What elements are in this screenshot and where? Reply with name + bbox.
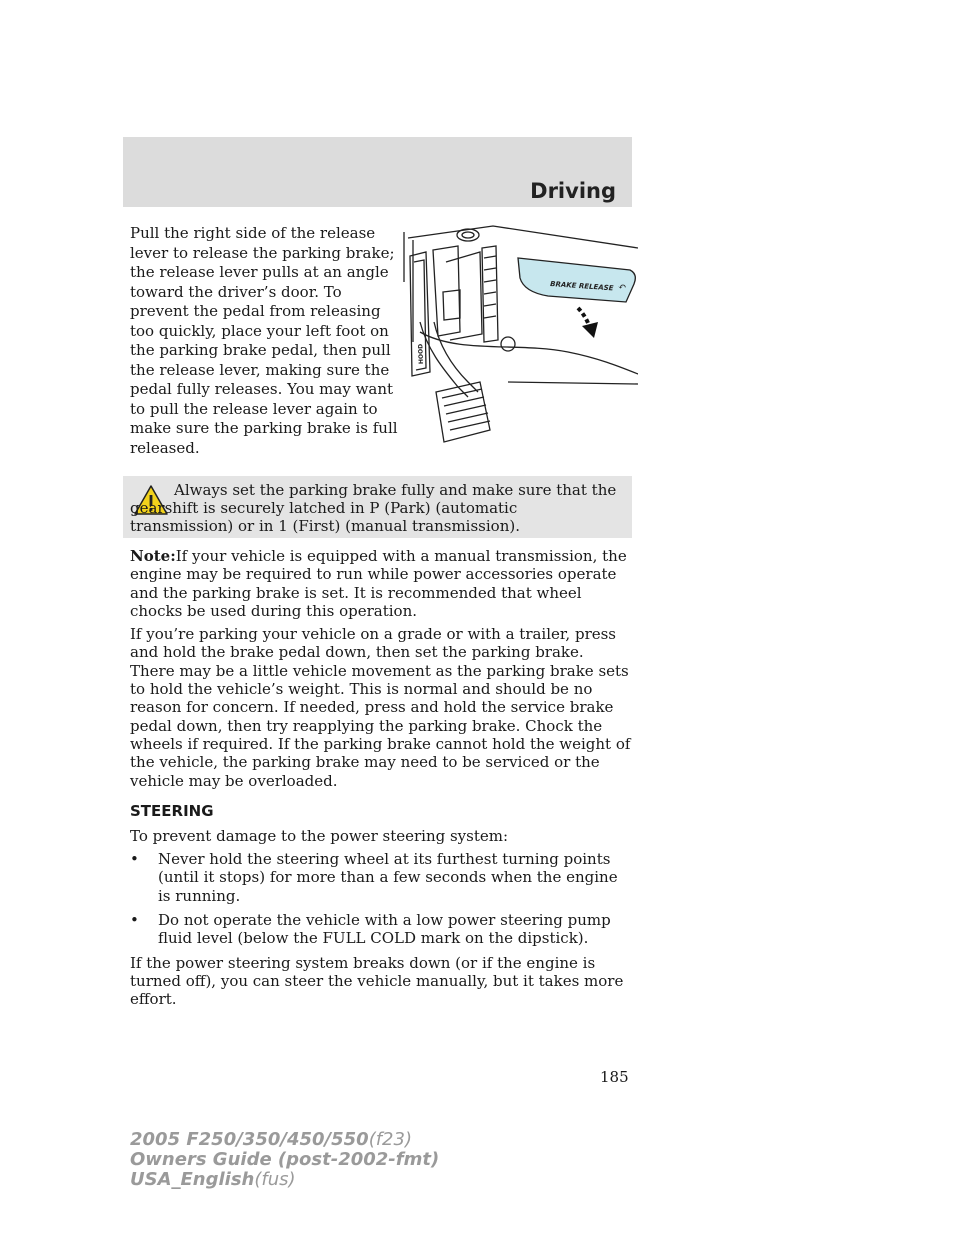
release-arrow-icon: ↶ <box>618 282 627 293</box>
footer-line-model: 2005 F250/350/450/550(f23) <box>130 1129 412 1150</box>
page-number: 185 <box>600 1068 629 1086</box>
note-text: If your vehicle is equipped with a manual transmission, the engine may be required to run while power accessories operate and the parking brake is set. It is recommended that wheel chocks be used during this operation. <box>130 547 627 620</box>
section-title: Driving <box>530 179 616 203</box>
document-footer <box>130 1130 439 1190</box>
warning-text: Always set the parking brake fully and make sure that the gearshift is securely latched in P (Park) (automatic transmission) or in 1 (First) (manual transmission). <box>130 481 617 535</box>
bullet-text: Never hold the steering wheel at its furthest turning points (until it stops) for more than a few seconds when the engine is running. <box>158 850 618 905</box>
list-item <box>130 850 632 905</box>
parking-brake-illustration <box>398 222 638 444</box>
section-header <box>123 137 632 207</box>
note-paragraph <box>130 547 632 620</box>
footer-line-guide: Owners Guide (post-2002-fmt) <box>130 1149 440 1170</box>
hood-label: HOOD <box>417 343 425 365</box>
grade-paragraph: If you’re parking your vehicle on a grade or with a trailer, press and hold the brake pedal down, then set the parking brake. There may be a little vehicle movement as the parking brake sets to hold the vehicle’s weight. This is normal and should be no reason for concern. If needed, press and hold the service brake pedal down, then try reapplying the parking brake. Chock the wheels if required. If the parking brake cannot hold the weight of the vehicle, the parking brake may need to be serviced or the vehicle may be overloaded. <box>130 625 631 790</box>
steering-intro: To prevent damage to the power steering system: <box>130 826 509 845</box>
bullet-text: Do not operate the vehicle with a low power steering pump fluid level (below the FULL COLD mark on the dipstick). <box>158 911 611 948</box>
brake-release-label: BRAKE RELEASE <box>549 280 614 293</box>
note-label: Note: <box>130 547 176 565</box>
bullet-icon: • <box>130 911 139 930</box>
main-content <box>130 547 632 1014</box>
intro-paragraph: Pull the right side of the release lever to release the parking brake; the release lever pulls at an angle toward the driver’s door. To prevent the pedal from releasing too quickly, place your left foot on the parking brake pedal, then pull the release lever, making sure the pedal fully releases. You may want to pull the release lever again to make sure the parking brake is full released. <box>130 224 398 457</box>
steering-bullet-list <box>130 850 632 947</box>
steering-closing: If the power steering system breaks down (or if the engine is turned off), you can steer the vehicle manually, but it takes more effort. <box>130 953 624 1009</box>
warning-box <box>123 476 632 538</box>
steering-heading: STEERING <box>130 801 214 820</box>
list-item <box>130 911 632 948</box>
pull-direction-arrow-icon <box>578 308 598 338</box>
bullet-icon: • <box>130 850 139 869</box>
footer-line-locale: USA_English(fus) <box>130 1169 296 1190</box>
